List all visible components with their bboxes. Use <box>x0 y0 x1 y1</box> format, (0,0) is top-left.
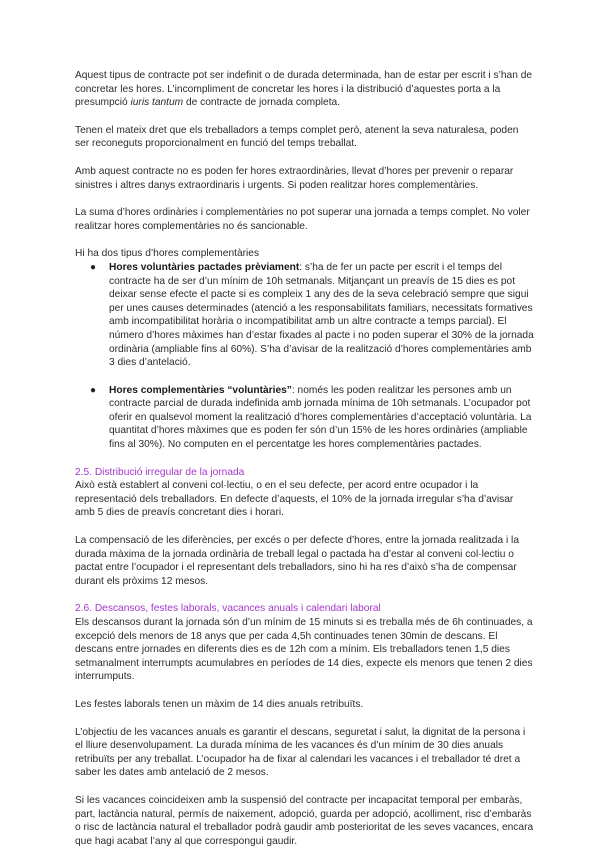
paragraph-public-holidays: Les festes laborals tenen un màxim de 14 dies anuals retribuïts. <box>75 698 364 710</box>
paragraph-rights: Tenen el mateix dret que els treballadors a temps complet però, atenent la seva naturalesa, poden ser reconeguts proporcionalment en funció del temps treballat. <box>75 124 519 150</box>
paragraph-contract-type <box>75 69 534 110</box>
paragraph-breaks: Els descansos durant la jornada són d’un mínim de 15 minuts si es treballa més de 6h continuades, a excepció dels menors de 18 anys que per cada 4,5h continuades tenen 30min de descans. El descans entre jornades en diferents dies es de 12h com a mínim. Els treballadors tenen 1,5 dies setmanalment interrumpts acumulabres en períodes de 14 dies, expecte els menors que tenen 2 dies interrumputs. <box>75 617 533 683</box>
paragraph-hours-sum: La suma d’hores ordinàries i complementàries no pot superar una jornada a temps complet. No voler realitzar hores complementàries no és sancionable. <box>75 207 530 232</box>
italic-term: iuris tantum <box>130 97 184 109</box>
paragraph-overtime: Amb aquest contracte no es poden fer hores extraordinàries, llevat d’hores per prevenir o reparar sinistres i altres danys extraordinaris i urgents. Si poden realitzar hores complementàries. <box>75 165 514 191</box>
list-item <box>75 261 534 370</box>
hour-types-list <box>75 261 534 452</box>
paragraph-text: Aquest tipus de contracte pot ser indefinit o de durada determinada, han de estar per escrit i s’han de concretar les hores. L’incompliment de concretar les hores i la distribució d’aquestes porta a la presumpció <box>75 70 533 109</box>
bullet-icon: ● <box>90 384 97 396</box>
bullet-icon: ● <box>90 261 97 273</box>
section-heading-irregular-distribution: 2.5. Distribució irregular de la jornada <box>75 466 245 478</box>
paragraph-irregular-compensation: La compensació de les diferències, per excés o per defecte d’hores, entre la jornada realitzada i la durada màxima de la jornada ordinària de treball legal o pactada ha d’estar al conveni col·lectiu o pactat entre l’ocupador i el representant dels treballadors, sino hi ha res d’això s’ha de compensar durant els pròxims 12 mesos. <box>75 535 519 587</box>
paragraph-annual-vacation: L’objectiu de les vacances anuals es garantir el descans, seguretat i salut, la dignitat de la persona i el lliure desenvolupament. La durada mínima de les vacances és d’un mínim de 30 dies anuals retribuïts per any treballat. L’ocupador ha de fixar al calendari les vacances i el treballador té dret a saber les dates amb antelació de 2 mesos. <box>75 726 526 779</box>
list-item-text: : només les poden realitzar les persones amb un contracte parcial de durada indefinida amb jornada mínima de 10h setmanals. L’ocupador pot oferir en qualsevol moment la realització d’hores complementàries d’acceptació voluntària. La quantitat d’hores màximes que es poden fer són d’un 15% de les hores ordinàries (ampliable fins al 30%). No computen en el percentatge les hores complementàries pactades. <box>109 384 532 451</box>
paragraph-vacation-suspension: Si les vacances coincideixen amb la suspensió del contracte per incapacitat temporal per embaràs, part, lactància natural, permís de naixement, adopció, guarda per adopció, acolliment, risc d’embaràs o risc de lactància natural el treballador podrà gaudir amb posterioritat de les seves vacances, encara que hagi acabat l’any al que correspongui gaudir. <box>75 794 534 847</box>
paragraph-irregular-agreement: Això està establert al conveni col·lectiu, o en el seu defecte, per acord entre ocupador i la representació dels treballadors. En defecte d’aquests, el 10% de la jornada irregular s’ha d’avisar amb 5 dies de preavís concretant dies i horari. <box>75 480 514 519</box>
section-heading-rest-holidays: 2.6. Descansos, festes laborals, vacances anuals i calendari laboral <box>75 603 381 615</box>
list-item-title: Hores complementàries “voluntàries” <box>109 384 292 396</box>
list-item-title: Hores voluntàries pactades prèviament <box>109 261 300 273</box>
paragraph-text: de contracte de jornada completa. <box>183 97 341 109</box>
paragraph-hour-types-intro: Hi ha dos tipus d’hores complementàries <box>75 248 260 260</box>
list-item-text: : s’ha de fer un pacte per escrit i el temps del contracte ha de ser d’un mínim de 10h setmanals. Mitjançant un preavís de 15 dies es pot deixar sense efecte el pacte si es compleix 1 any des de la seva celebració sempre que sigui per unes causes determinades (atenció a les responsabilitats familiars, necessitats formatives amb incompatibilitat horària o incompatibilitat amb un altre contracte a temps parcial). El número d’hores màximes han d’estar fixades al pacte i no poden superar el 30% de la jornada ordinària (ampliable fins al 60%). S’ha d’avisar de la realització d’hores complementàries amb 3 dies d’antelació. <box>109 261 534 369</box>
list-item <box>75 384 534 452</box>
